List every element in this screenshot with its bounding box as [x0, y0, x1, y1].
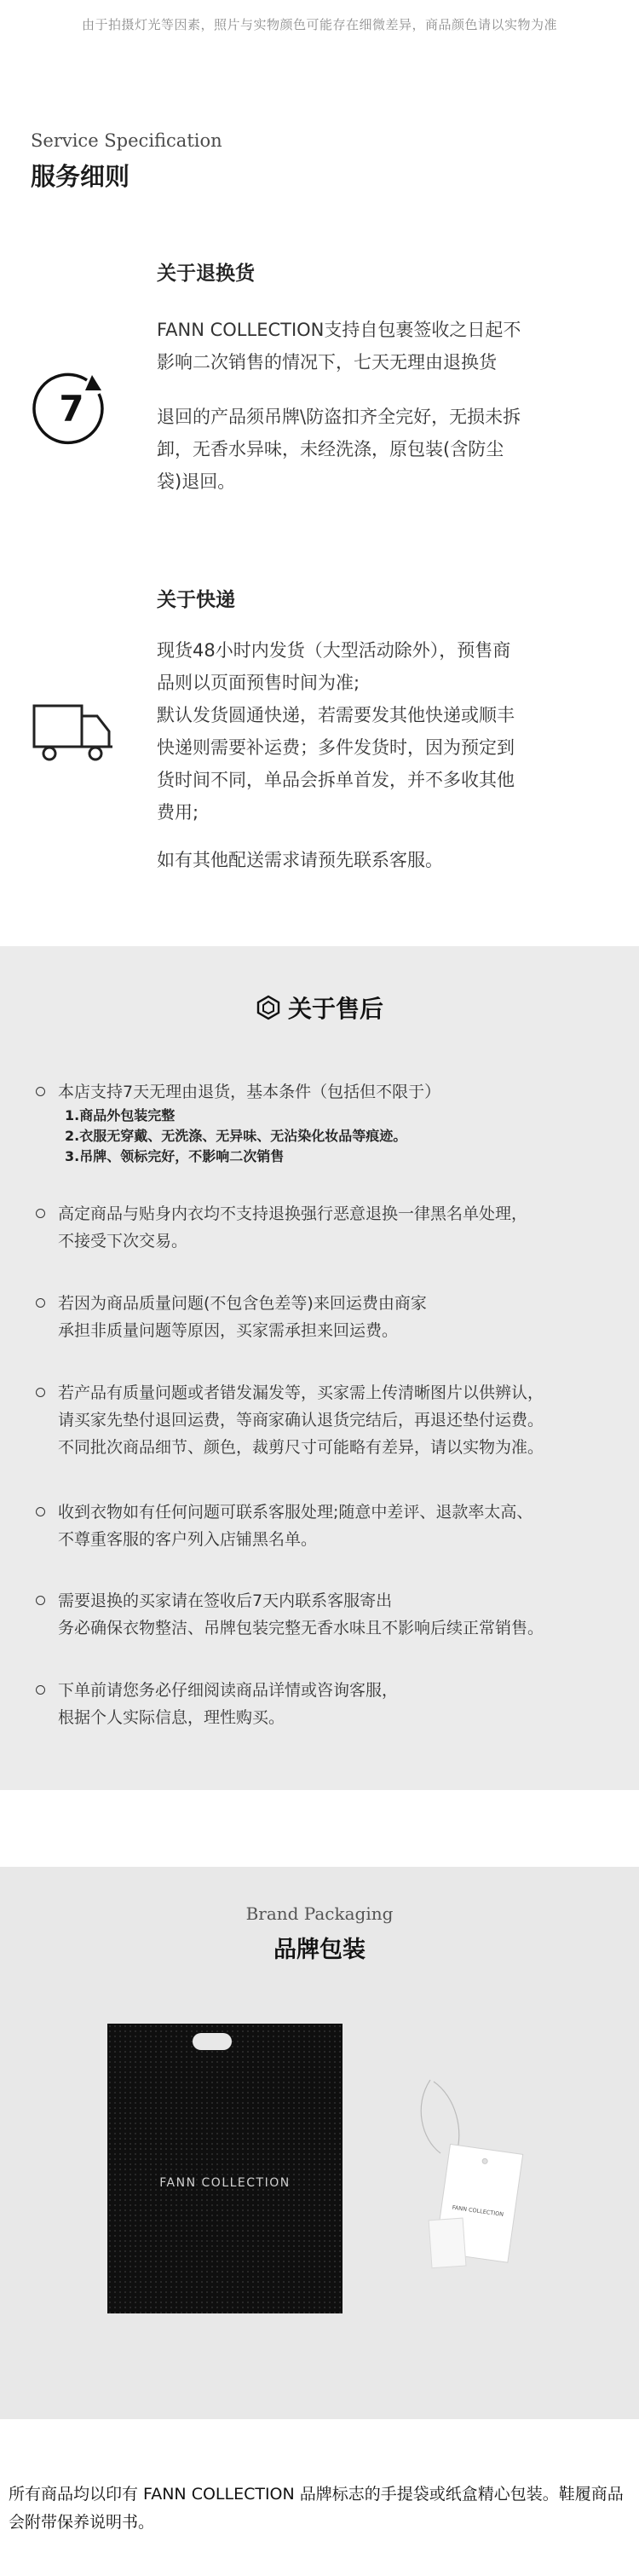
shipping-line: 品则以页面预售时间为准; — [157, 673, 360, 693]
return-badge-icon — [29, 367, 114, 452]
policy-text: 下单前请您务必仔细阅读商品详情或咨询客服， — [58, 1681, 399, 1700]
shipping-title: 关于快递 — [157, 589, 235, 611]
policy-item-1 — [36, 1078, 607, 1167]
policy-text: 不同批次商品细节、颜色，裁剪尺寸可能略有差异，请以实物为准。 — [58, 1438, 544, 1457]
hang-tag-image — [396, 2071, 532, 2284]
policy-text: 若产品有质量问题或者错发漏发等，买家需上传清晰图片以供辨认， — [58, 1383, 544, 1402]
bag-handle-cutout — [193, 2033, 232, 2050]
policy-text: 若因为商品质量问题(不包含色差等)来回运费由商家 — [58, 1294, 427, 1313]
policy-item-4 — [36, 1379, 607, 1461]
truck-icon — [31, 699, 116, 767]
after-sales-section — [0, 946, 639, 1790]
service-title-en: Service Specification — [31, 130, 222, 151]
bullet-icon — [36, 1596, 45, 1605]
bullet-icon — [36, 1087, 45, 1096]
packaging-footer-note: 所有商品均以印有 FANN COLLECTION 品牌标志的手提袋或纸盒精心包装。鞋履商品会附带保养说明书。 — [9, 2485, 624, 2532]
policy-subitem: 3.吊牌、领标完好，不影响二次销售 — [65, 1148, 285, 1164]
packaging-title-zh: 品牌包装 — [273, 1937, 366, 1963]
policy-text: 务必确保衣物整洁、吊牌包装完整无香水味且不影响后续正常销售。 — [58, 1619, 544, 1637]
policy-subitem: 2.衣服无穿戴、无洗涤、无异味、无沾染化妆品等痕迹。 — [65, 1128, 407, 1144]
shipping-line: 费用; — [157, 802, 199, 823]
policy-text: 根据个人实际信息，理性购买。 — [58, 1708, 285, 1727]
policy-item-6 — [36, 1587, 607, 1642]
return-line: 卸，无香水异味，未经洗涤，原包装(含防尘 — [157, 439, 504, 459]
policy-text: 高定商品与贴身内衣均不支持退换强行恶意退换一律黑名单处理， — [58, 1204, 528, 1223]
return-paragraph-1 — [157, 314, 600, 378]
bullet-icon — [36, 1209, 45, 1218]
policy-item-7 — [36, 1677, 607, 1731]
policy-text: 不尊重客服的客户列入店铺黑名单。 — [58, 1530, 318, 1549]
policy-item-2 — [36, 1200, 607, 1255]
shipping-paragraph-1 — [157, 634, 608, 829]
policy-text: 本店支持7天无理由退货，基本条件（包括但不限于） — [58, 1083, 441, 1101]
bullet-icon — [36, 1685, 45, 1695]
policy-subitem: 1.商品外包装完整 — [65, 1107, 176, 1123]
shipping-line: 默认发货圆通快递，若需要发其他快递或顺丰 — [157, 705, 515, 725]
policy-text: 承担非质量问题等原因，买家需承担来回运费。 — [58, 1321, 399, 1340]
policy-text: 收到衣物如有任何问题可联系客服处理;随意中差评、退款率太高、 — [58, 1503, 533, 1522]
shipping-paragraph-2: 如有其他配送需求请预先联系客服。 — [157, 850, 443, 870]
shipping-line: 现货48小时内发货（大型活动除外），预售商 — [157, 640, 511, 661]
return-line: 退回的产品须吊牌\防盗扣齐全完好，无损未拆 — [157, 407, 521, 427]
return-badge-number: 7 — [59, 388, 84, 430]
bullet-icon — [36, 1298, 45, 1308]
return-paragraph-2 — [157, 401, 600, 498]
bullet-icon — [36, 1388, 45, 1397]
policy-text: 请买家先垫付退回运费，等商家确认退货完结后，再退还垫付运费。 — [58, 1411, 544, 1430]
policy-text: 需要退换的买家请在签收后7天内联系客服寄出 — [58, 1591, 393, 1610]
after-sales-title-text: 关于售后 — [287, 995, 383, 1023]
shield-icon — [256, 995, 281, 1026]
return-line: FANN COLLECTION支持自包裹签收之日起不 — [157, 320, 521, 340]
return-line: 袋)退回。 — [157, 471, 236, 492]
packaging-title-en: Brand Packaging — [245, 1903, 394, 1924]
policy-item-3 — [36, 1290, 607, 1344]
after-sales-title — [0, 991, 639, 1026]
bag-brand-label: FANN COLLECTION — [159, 2176, 291, 2190]
return-title: 关于退换货 — [157, 263, 255, 285]
service-title-zh: 服务细则 — [31, 162, 130, 191]
shipping-line: 快递则需要补运费；多件发货时，因为预定到 — [157, 737, 515, 758]
policy-item-5 — [36, 1499, 607, 1553]
bullet-icon — [36, 1507, 45, 1516]
tag-brand-label: FANN COLLECTION — [452, 2203, 504, 2218]
shopping-bag-image — [107, 2024, 343, 2313]
return-line: 影响二次销售的情况下，七天无理由退换货 — [157, 352, 497, 373]
color-disclaimer: 由于拍摄灯光等因素，照片与实物颜色可能存在细微差异，商品颜色请以实物为准 — [81, 17, 557, 32]
shipping-line: 货时间不同，单品会拆单首发，并不多收其他 — [157, 770, 515, 790]
policy-text: 不接受下次交易。 — [58, 1232, 188, 1250]
